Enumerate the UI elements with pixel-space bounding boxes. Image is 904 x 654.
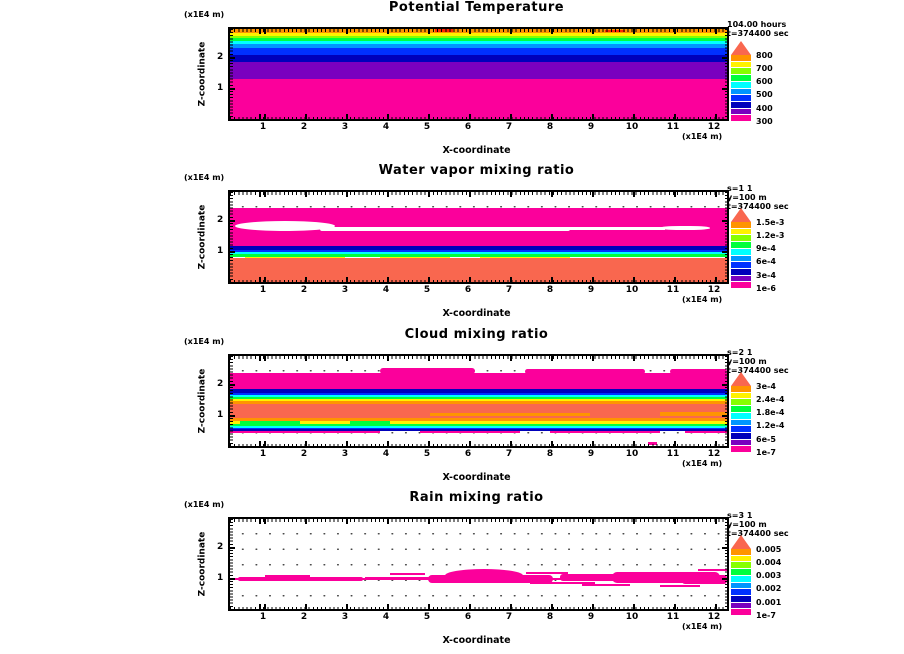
legend-line: y=100 m bbox=[727, 193, 767, 202]
contour-band bbox=[731, 115, 751, 121]
x-tick-label: 6 bbox=[464, 285, 472, 295]
x-tick-label: 8 bbox=[546, 612, 554, 622]
y-axis-unit: (x1E4 m) bbox=[184, 337, 225, 346]
contour-band bbox=[230, 55, 727, 62]
y-tick-label: 1 bbox=[217, 573, 224, 583]
x-tick-label: 4 bbox=[382, 122, 390, 132]
x-tick-label: 10 bbox=[625, 122, 639, 132]
legend-line: y=100 m bbox=[727, 520, 767, 529]
x-tick-label: 2 bbox=[300, 285, 308, 295]
legend-line: s=2 1 bbox=[727, 348, 753, 357]
colorbar-legend bbox=[727, 511, 789, 538]
y-axis-unit: (x1E4 m) bbox=[184, 173, 225, 182]
contour-band bbox=[731, 556, 751, 562]
x-tick-label: 10 bbox=[625, 449, 639, 459]
contour-band bbox=[731, 109, 751, 115]
contour-band bbox=[731, 569, 751, 575]
y-tick-label: 1 bbox=[217, 246, 224, 256]
panel-potential-temperature: Potential Temperature (x1E4 m) Z-coordinate 2 1 1 2 3 4 5 6 7 8 9 10 11 12 (x1E4 m) X-coordinate 104.00 hours t=374400 sec 800 700 600 500 400 300 bbox=[184, 0, 789, 156]
panel-water-vapor-mixing-ratio: Water vapor mixing ratio (x1E4 m) Z-coordinate 2 1 1 2 3 4 5 6 7 8 9 10 11 12 (x1E4 m) X-coordinate s=1 1 y=100 m t=374400 sec 1.5e-3 1.2e-3 9e-4 6e-4 3e-4 1e-6 bbox=[184, 163, 789, 319]
x-axis-label: X-coordinate bbox=[442, 635, 511, 646]
x-tick-label: 3 bbox=[341, 612, 349, 622]
x-tick-label: 12 bbox=[707, 122, 721, 132]
x-tick-label: 8 bbox=[546, 122, 554, 132]
x-tick-label: 1 bbox=[259, 285, 267, 295]
colorbar bbox=[731, 208, 751, 288]
contour-canvas bbox=[230, 29, 727, 119]
y-tick-label: 1 bbox=[217, 410, 224, 420]
x-tick-label: 10 bbox=[625, 612, 639, 622]
x-tick-label: 1 bbox=[259, 122, 267, 132]
contour-canvas bbox=[230, 192, 727, 282]
contour-band bbox=[731, 95, 751, 101]
contour-band bbox=[565, 227, 665, 230]
contour-band bbox=[731, 603, 751, 609]
contour-band bbox=[731, 262, 751, 268]
x-tick-label: 11 bbox=[666, 122, 680, 132]
contour-band bbox=[731, 282, 751, 288]
x-tick-label: 6 bbox=[464, 612, 472, 622]
colorbar-legend bbox=[727, 348, 789, 375]
x-tick-label: 2 bbox=[300, 122, 308, 132]
contour-band bbox=[731, 413, 751, 419]
contour-band bbox=[731, 75, 751, 81]
legend-line: t=374400 sec bbox=[727, 202, 789, 211]
contour-band bbox=[238, 577, 363, 581]
contour-band bbox=[230, 431, 380, 433]
x-tick-label: 12 bbox=[707, 449, 721, 459]
x-tick-label: 1 bbox=[259, 612, 267, 622]
x-axis-unit: (x1E4 m) bbox=[682, 459, 723, 468]
contour-band bbox=[731, 393, 751, 399]
x-tick-label: 10 bbox=[625, 285, 639, 295]
x-tick-label: 6 bbox=[464, 122, 472, 132]
x-axis-tick-labels bbox=[228, 285, 725, 296]
x-tick-label: 9 bbox=[587, 285, 595, 295]
contour-band bbox=[648, 442, 657, 445]
contour-canvas bbox=[230, 356, 727, 446]
colorbar-legend bbox=[727, 184, 789, 211]
x-tick-label: 1 bbox=[259, 449, 267, 459]
contour-band bbox=[731, 420, 751, 426]
contour-band bbox=[320, 227, 570, 231]
legend-line: t=374400 sec bbox=[727, 366, 789, 375]
y-tick-label: 2 bbox=[217, 379, 224, 389]
x-tick-label: 7 bbox=[505, 612, 513, 622]
contour-band bbox=[731, 269, 751, 275]
x-axis-unit: (x1E4 m) bbox=[682, 132, 723, 141]
x-axis-tick-labels bbox=[228, 122, 725, 133]
x-tick-label: 11 bbox=[666, 449, 680, 459]
contour-band bbox=[731, 55, 751, 61]
x-tick-label: 3 bbox=[341, 122, 349, 132]
contour-band bbox=[731, 596, 751, 602]
colorbar bbox=[731, 41, 751, 121]
x-tick-label: 7 bbox=[505, 122, 513, 132]
y-axis-label: Z-coordinate bbox=[197, 204, 208, 270]
contour-band bbox=[660, 226, 710, 231]
colorbar-bands bbox=[731, 386, 751, 452]
colorbar-bands bbox=[731, 549, 751, 615]
panel-title: Potential Temperature bbox=[388, 0, 565, 15]
contour-band bbox=[698, 569, 727, 571]
y-axis-label: Z-coordinate bbox=[197, 531, 208, 597]
colorbar-overmax-triangle bbox=[731, 208, 751, 222]
legend-line: t=374400 sec bbox=[727, 529, 789, 538]
y-tick-label: 2 bbox=[217, 542, 224, 552]
contour-band bbox=[660, 412, 727, 416]
x-axis-label: X-coordinate bbox=[442, 308, 511, 319]
colorbar-legend bbox=[727, 20, 789, 38]
contour-band bbox=[525, 369, 645, 374]
contour-band bbox=[582, 584, 630, 586]
y-axis-unit: (x1E4 m) bbox=[184, 500, 225, 509]
contour-band bbox=[230, 373, 727, 389]
x-tick-label: 12 bbox=[707, 285, 721, 295]
x-tick-label: 5 bbox=[423, 285, 431, 295]
legend-line: t=374400 sec bbox=[727, 29, 789, 38]
colorbar-bands bbox=[731, 55, 751, 121]
contour-band bbox=[380, 368, 475, 374]
x-axis-label: X-coordinate bbox=[442, 472, 511, 483]
colorbar-overmax-triangle bbox=[731, 372, 751, 386]
x-tick-label: 4 bbox=[382, 449, 390, 459]
contour-band bbox=[731, 235, 751, 241]
contour-band bbox=[731, 102, 751, 108]
y-axis-label: Z-coordinate bbox=[197, 368, 208, 434]
y-axis-label: Z-coordinate bbox=[197, 41, 208, 107]
contour-band bbox=[230, 79, 727, 119]
contour-band bbox=[682, 575, 727, 584]
contour-band bbox=[731, 229, 751, 235]
x-tick-label: 11 bbox=[666, 285, 680, 295]
contour-band bbox=[731, 249, 751, 255]
y-axis-unit: (x1E4 m) bbox=[184, 10, 225, 19]
contour-band bbox=[731, 276, 751, 282]
panel-title: Cloud mixing ratio bbox=[404, 327, 549, 342]
x-tick-label: 6 bbox=[464, 449, 472, 459]
x-axis-tick-labels bbox=[228, 449, 725, 460]
contour-band bbox=[731, 440, 751, 446]
contour-band bbox=[731, 406, 751, 412]
colorbar bbox=[731, 535, 751, 615]
contour-band bbox=[230, 48, 727, 55]
x-tick-label: 5 bbox=[423, 449, 431, 459]
colorbar-bands bbox=[731, 222, 751, 288]
contour-band bbox=[731, 256, 751, 262]
x-tick-label: 8 bbox=[546, 285, 554, 295]
contour-band bbox=[731, 583, 751, 589]
panel-cloud-mixing-ratio: Cloud mixing ratio (x1E4 m) Z-coordinate 2 1 1 2 3 4 5 6 7 8 9 10 11 12 (x1E4 m) X-coordinate s=2 1 y=100 m t=374400 sec 3e-4 2.4e-4 1.8e-4 1.2e-4 6e-5 1e-7 bbox=[184, 327, 789, 483]
contour-band bbox=[731, 386, 751, 392]
x-axis-tick-labels bbox=[228, 612, 725, 623]
legend-line: y=100 m bbox=[727, 357, 767, 366]
x-tick-label: 4 bbox=[382, 285, 390, 295]
x-tick-label: 3 bbox=[341, 285, 349, 295]
contour-band bbox=[550, 431, 660, 433]
contour-band bbox=[660, 585, 700, 587]
contour-band bbox=[731, 68, 751, 74]
x-tick-label: 9 bbox=[587, 612, 595, 622]
contour-band bbox=[731, 609, 751, 615]
colorbar-overmax-triangle bbox=[731, 535, 751, 549]
x-tick-label: 5 bbox=[423, 612, 431, 622]
contour-band bbox=[390, 573, 425, 575]
x-tick-label: 9 bbox=[587, 122, 595, 132]
legend-line: s=3 1 bbox=[727, 511, 753, 520]
x-tick-label: 2 bbox=[300, 449, 308, 459]
x-tick-label: 7 bbox=[505, 449, 513, 459]
y-tick-label: 2 bbox=[217, 215, 224, 225]
colorbar bbox=[731, 372, 751, 452]
x-tick-label: 8 bbox=[546, 449, 554, 459]
contour-band bbox=[731, 242, 751, 248]
x-axis-unit: (x1E4 m) bbox=[682, 622, 723, 631]
x-tick-label: 12 bbox=[707, 612, 721, 622]
x-axis-unit: (x1E4 m) bbox=[682, 295, 723, 304]
legend-line: s=1 1 bbox=[727, 184, 753, 193]
x-tick-label: 9 bbox=[587, 449, 595, 459]
contour-band bbox=[731, 562, 751, 568]
contour-band bbox=[731, 82, 751, 88]
contour-band bbox=[435, 29, 453, 32]
contour-band bbox=[685, 431, 727, 433]
colorbar-overmax-triangle bbox=[731, 41, 751, 55]
contour-band bbox=[731, 589, 751, 595]
x-tick-label: 3 bbox=[341, 449, 349, 459]
x-tick-label: 7 bbox=[505, 285, 513, 295]
contour-band bbox=[420, 431, 520, 433]
contour-band bbox=[731, 426, 751, 432]
x-tick-label: 2 bbox=[300, 612, 308, 622]
contour-band bbox=[731, 399, 751, 405]
contour-band bbox=[430, 413, 590, 416]
contour-band bbox=[230, 258, 727, 282]
contour-band bbox=[731, 433, 751, 439]
contour-band bbox=[731, 89, 751, 95]
contour-band bbox=[731, 446, 751, 452]
contour-band bbox=[731, 222, 751, 228]
contour-band bbox=[230, 62, 727, 79]
panel-rain-mixing-ratio: Rain mixing ratio (x1E4 m) Z-coordinate 2 1 1 2 3 4 5 6 7 8 9 10 11 12 (x1E4 m) X-coordinate s=3 1 y=100 m t=374400 sec 0.005 0.004 0.003 0.002 0.001 1e-7 bbox=[184, 490, 789, 646]
contour-band bbox=[731, 576, 751, 582]
panel-title: Rain mixing ratio bbox=[409, 490, 544, 505]
contour-band bbox=[670, 369, 727, 374]
x-tick-label: 5 bbox=[423, 122, 431, 132]
contour-band bbox=[731, 549, 751, 555]
contour-canvas bbox=[230, 519, 727, 609]
contour-band bbox=[265, 575, 310, 577]
y-tick-label: 2 bbox=[217, 52, 224, 62]
y-tick-label: 1 bbox=[217, 83, 224, 93]
contour-band bbox=[731, 62, 751, 68]
legend-line: 104.00 hours bbox=[727, 20, 787, 29]
x-axis-label: X-coordinate bbox=[442, 145, 511, 156]
x-tick-label: 11 bbox=[666, 612, 680, 622]
x-tick-label: 4 bbox=[382, 612, 390, 622]
panel-title: Water vapor mixing ratio bbox=[378, 163, 575, 178]
